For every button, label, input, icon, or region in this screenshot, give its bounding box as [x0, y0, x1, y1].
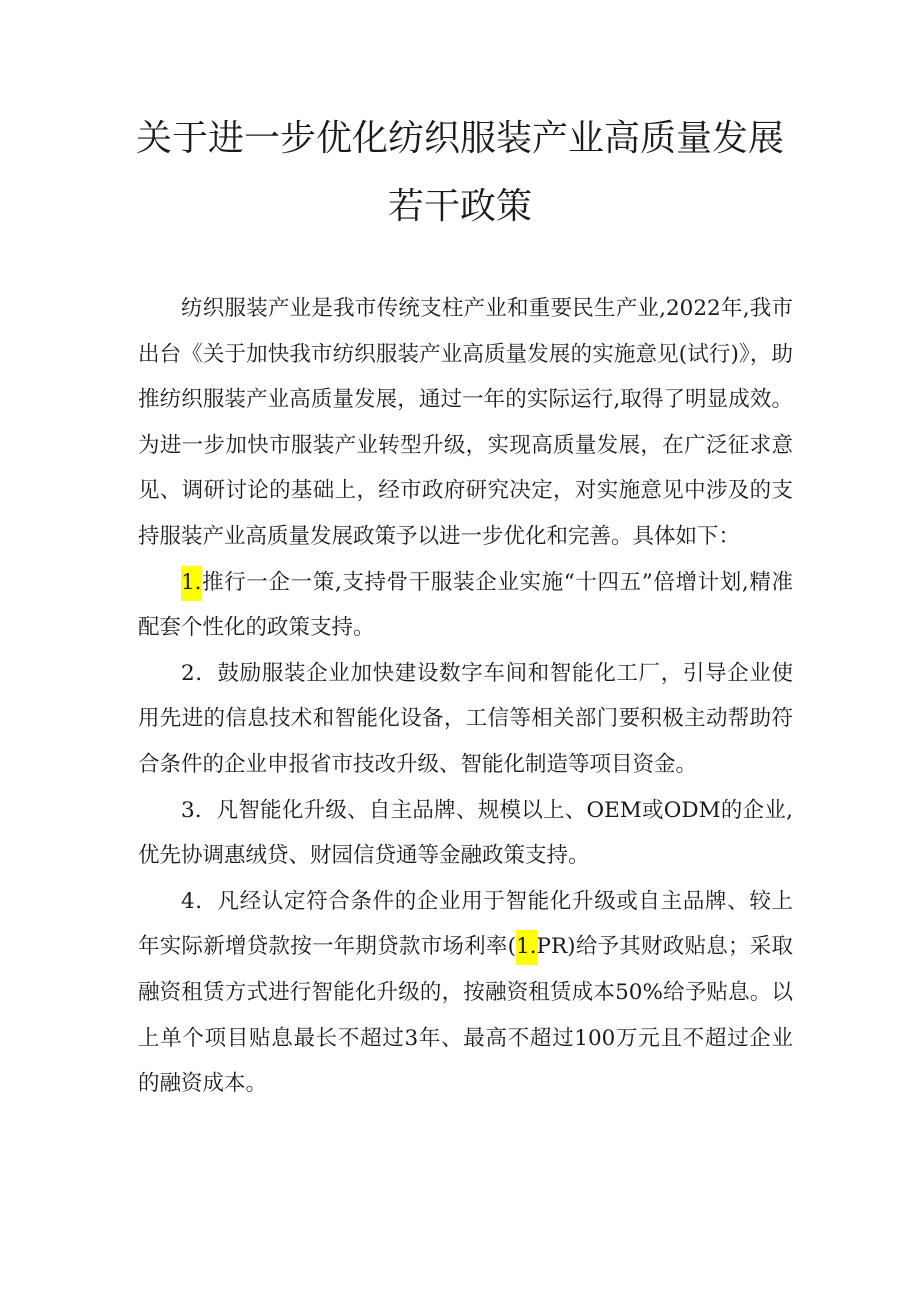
document-title-line2: 若干政策 [387, 186, 532, 227]
item4-text-part1: 4．凡经认定符合条件的企业用于智能化升级或自主品牌、较上年实际新增贷款按一年期贷款市场利率( [138, 888, 793, 960]
policy-item-4 [138, 879, 793, 1107]
item4-highlight: 1. [516, 930, 537, 965]
policy-item-2: 2．鼓励服装企业加快建设数字车间和智能化工厂，引导企业使用先进的信息技术和智能化设备，工信等相关部门要积极主动帮助符合条件的企业申报省市技改升级、智能化制造等项目资金。 [138, 660, 793, 777]
policy-item-3: 3．凡智能化升级、自主品牌、规模以上、OEM或ODM的企业,优先协调惠绒贷、财园信贷通等金融政策支持。 [138, 797, 793, 869]
document-title-line1: 关于进一步优化纺织服装产业高质量发展 [135, 118, 784, 159]
item1-number-highlight: 1. [181, 566, 202, 601]
policy-item-1 [138, 560, 793, 651]
item4-text-part2: PR)给予其财政贴息；采取融资租赁方式进行智能化升级的，按融资租赁成本50%给予贴息。以上单个项目贴息最长不超过3年、最高不超过100万元且不超过企业的融资成本。 [138, 934, 793, 1097]
item1-text: 推行一企一策,支持骨干服装企业实施“十四五”倍增计划,精准配套个性化的政策支持。 [138, 569, 793, 641]
document-body [138, 286, 793, 1107]
intro-paragraph: 纺织服装产业是我市传统支柱产业和重要民生产业,2022年,我市出台《关于加快我市纺织服装产业高质量发展的实施意见(试行)》，助推纺织服装产业高质量发展，通过一年的实际运行,取得了明显成效。为进一步加快市服装产业转型升级，实现高质量发展，在广泛征求意见、调研讨论的基础上，经市政府研究决定，对实施意见中涉及的支持服装产业高质量发展政策予以进一步优化和完善。具体如下： [138, 296, 793, 549]
